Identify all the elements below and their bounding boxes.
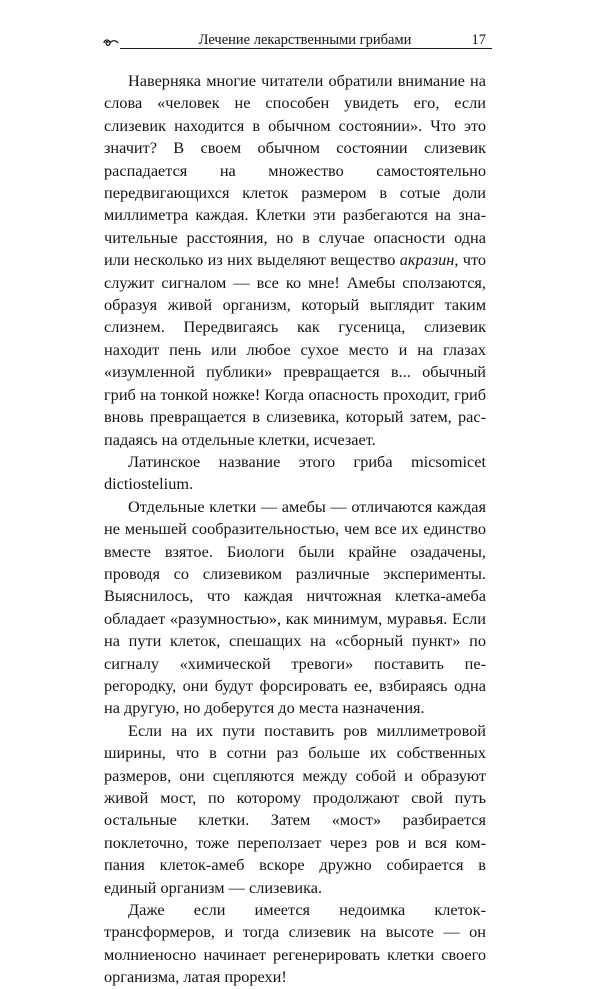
header-rule	[120, 48, 492, 49]
paragraph: Наверняка многие читатели обратили внимание на слова «человек не способен увидеть его, если слизевик находится в обычном состоянии». Что это значит? В своем обычном состоянии слизевик распадается на множество самостоятельно передвигающихся клеток размером в сотые доли миллиметра каждая. Клетки эти разбегаются на значительные расстояния, но в случае опасности одна или несколько из них выделяют вещество акразин, что служит сигналом — все ко мне! Амебы сползаются, образуя живой организм, который выглядит таким слизнем. Передвигаясь как гусеница, слизевик находит пень или любое сухое место и на глазах «изумленной публики» превращается в... обычный гриб на тонкой ножке! Когда опасность проходит, гриб вновь превращается в слизевика, который затем, распадаясь на отдельные клетки, исчезает.	[104, 71, 486, 449]
body-text	[104, 70, 486, 989]
paragraph: Даже если имеется недоимка клеток-трансформеров, и тогда слизевик на высоте — он молниеносно начинает регенерировать клетки своего организма, латая прорехи!	[104, 900, 486, 987]
page-header	[102, 32, 492, 58]
page-number: 17	[466, 32, 487, 48]
swirl-ornament-icon	[102, 37, 120, 49]
running-head: Лечение лекарственными грибами	[190, 32, 420, 48]
paragraph: Отдельные клетки — амебы — отличаются каждая не меньшей сообразительностью, чем все их единство вместе взятое. Биологи были крайне озадачены, проводя со слизевиком различные эксперименты. Выяснилось, что каждая ничтожная клетка-амеба обладает «разумностью», как минимум, муравья. Если на пути клеток, спешащих на «сборный пункт» по сигналу «химической тревоги» поставить перегородку, они будут форсировать ее, взбираясь одна на другую, но доберутся до места назначения.	[104, 496, 486, 718]
emphasis-term: акразин	[399, 250, 455, 270]
paragraph: Если на их пути поставить ров миллиметровой ширины, что в сотни раз больше их собственных размеров, они сцепляются между собой и образуют живой мост, по которому продолжают свой путь остальные клетки. Затем «мост» разбирается поклеточно, тоже переползает через ров и вся компания клеток-амеб вскоре дружно собирается в единый организм — слизевика.	[104, 720, 486, 897]
paragraph: Латинское название этого гриба micsomicet dictiostelium.	[104, 451, 486, 494]
